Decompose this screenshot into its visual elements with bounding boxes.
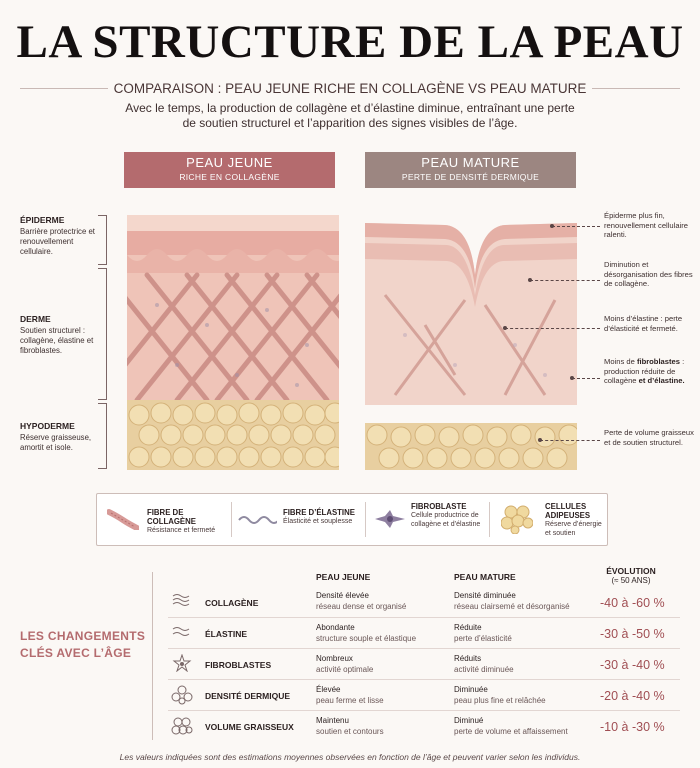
legend-item-collagen xyxy=(147,508,227,535)
cell-mature-main: Densité diminuée xyxy=(454,591,516,600)
note-less-elastin: Moins d’élastine : perte d’élasticité et fermeté. xyxy=(604,314,683,333)
cell-mature-detail: perte de volume et affaissement xyxy=(454,727,568,736)
cell-cluster-icon xyxy=(171,685,193,705)
layer-title: HYPODERME xyxy=(20,421,75,431)
layer-description: Soutien structurel : collagène, élastine et fibroblastes. xyxy=(20,326,94,355)
leader-line xyxy=(505,328,600,329)
legend-description: Élasticité et souplesse xyxy=(283,518,353,525)
layer-title: DERME xyxy=(20,314,51,324)
legend-title: FIBRE DE COLLAGÈNE xyxy=(147,508,196,526)
leader-dot xyxy=(528,278,532,282)
leader-line xyxy=(572,378,600,379)
row-name-collagen: COLLAGÈNE xyxy=(205,598,259,608)
layer-label-epiderme xyxy=(20,215,102,257)
subtitle-text: COMPARAISON : PEAU JEUNE RICHE EN COLLAGÈNE VS PEAU MATURE xyxy=(108,81,593,96)
note-collagen-disorganisation: Diminution et désorganisation des fibres de collagène. xyxy=(604,260,693,288)
header-evolution-sub: (≈ 50 ANS) xyxy=(611,576,651,585)
layer-label-hypoderme xyxy=(20,421,102,453)
row-name-elastin: ÉLASTINE xyxy=(205,629,248,639)
cell-mature-main: Réduits xyxy=(454,654,482,663)
legend-description: Réserve d’énergie et soutien xyxy=(545,521,602,537)
header-evolution-title: ÉVOLUTION xyxy=(606,566,656,576)
cell-young-detail: peau ferme et lisse xyxy=(316,696,384,705)
cell-mature-main: Réduite xyxy=(454,623,482,632)
legend-separator xyxy=(489,502,490,537)
leader-dot xyxy=(538,438,542,442)
mature-skin-subtitle: PERTE DE DENSITÉ DERMIQUE xyxy=(401,172,540,182)
cell-young-main: Densité élevée xyxy=(316,591,369,600)
cell-young-detail: activité optimale xyxy=(316,665,374,674)
legend-title: FIBRE D’ÉLASTINE xyxy=(283,508,355,517)
cell-mature-main: Diminuée xyxy=(454,685,488,694)
row-divider xyxy=(168,617,680,618)
leader-dot xyxy=(503,326,507,330)
legend-item-adipose xyxy=(545,502,605,538)
evolution-value: -30 à -40 % xyxy=(600,658,665,672)
cell-young-main: Abondante xyxy=(316,623,355,632)
note-epiderme-thin: Épiderme plus fin, renouvellement cellulaire ralenti. xyxy=(604,211,688,239)
fibroblast-icon xyxy=(373,508,407,530)
note-bold: fibroblastes xyxy=(636,357,680,366)
cell-mature-detail: réseau clairsemé et désorganisé xyxy=(454,602,570,611)
leader-line xyxy=(552,226,600,227)
fat-cells-icon xyxy=(171,716,193,736)
legend-box xyxy=(96,493,608,546)
legend-description: Résistance et fermeté xyxy=(147,527,216,534)
row-divider xyxy=(168,648,680,649)
young-epidermis-top xyxy=(127,215,339,231)
collagen-fiber-icon xyxy=(107,508,139,530)
row-divider xyxy=(168,679,680,680)
collagen-waves-icon xyxy=(172,593,192,607)
cell-mature-detail: activité diminuée xyxy=(454,665,514,674)
legend-item-elastin xyxy=(283,508,365,526)
row-name-dermal-density: DENSITÉ DERMIQUE xyxy=(205,691,291,701)
hypoderme-bracket xyxy=(98,403,107,469)
young-skin-subtitle: RICHE EN COLLAGÈNE xyxy=(179,172,280,182)
row-name-fat-volume: VOLUME GRAISSEUX xyxy=(205,722,294,732)
elastin-fiber-icon xyxy=(237,512,277,526)
page-subtitle xyxy=(0,81,700,97)
layer-title: ÉPIDERME xyxy=(20,215,65,225)
layer-description: Barrière protectrice et renouvellement cellulaire. xyxy=(20,227,95,256)
elastin-waves-icon xyxy=(172,625,192,639)
page-title: LA STRUCTURE DE LA PEAU xyxy=(16,16,684,68)
legend-description: Cellule productrice de collagène et d’élastine xyxy=(411,512,481,528)
legend-title: FIBROBLASTE xyxy=(411,502,467,511)
legend-item-fibroblast xyxy=(411,502,491,529)
layer-description: Réserve graisseuse, amortit et isole. xyxy=(20,433,92,452)
cell-mature-detail: peau plus fine et relâchée xyxy=(454,696,546,705)
cell-mature-detail: perte d’élasticité xyxy=(454,634,512,643)
cell-young-detail: soutien et contours xyxy=(316,727,384,736)
evolution-value: -30 à -50 % xyxy=(600,627,665,641)
cell-young-detail: structure souple et élastique xyxy=(316,634,417,643)
row-divider xyxy=(168,710,680,711)
cell-young-detail: réseau dense et organisé xyxy=(316,602,407,611)
mature-skin-banner xyxy=(365,152,576,188)
changes-divider xyxy=(152,572,153,740)
legend-title: CELLULES ADIPEUSES xyxy=(545,502,591,520)
evolution-value: -10 à -30 % xyxy=(600,720,665,734)
footnote: Les valeurs indiquées sont des estimations moyennes observées en fonction de l’âge et peuvent varier selon les individus. xyxy=(119,752,581,762)
mature-skin-illustration xyxy=(365,215,577,470)
changes-title: LES CHANGEMENTS CLÉS AVEC L’ÂGE xyxy=(20,629,146,660)
young-skin-banner xyxy=(124,152,335,188)
leader-dot xyxy=(550,224,554,228)
epiderme-bracket xyxy=(98,215,107,265)
cell-young-main: Maintenu xyxy=(316,716,349,725)
note-text: : production réduite de collagène xyxy=(604,357,685,385)
cell-young-main: Élevée xyxy=(316,685,341,694)
layer-label-derme xyxy=(20,314,102,356)
legend-separator xyxy=(231,502,232,537)
fibroblast-star-icon xyxy=(172,654,192,672)
young-skin-title: PEAU JEUNE xyxy=(186,155,273,170)
note-less-fibroblasts xyxy=(604,357,696,386)
note-fat-volume: Perte de volume graisseux et de soutien structurel. xyxy=(604,428,694,447)
adipose-cells-icon xyxy=(501,504,533,534)
intro-text: Avec le temps, la production de collagène et d’élastine diminue, entraînant une perte de soutien structurel et l’apparition des signes visibles de l’âge. xyxy=(125,101,575,130)
leader-dot xyxy=(570,376,574,380)
header-evolution xyxy=(601,566,661,585)
leader-line xyxy=(540,440,600,441)
row-name-fibroblasts: FIBROBLASTES xyxy=(205,660,272,670)
note-text: Moins de xyxy=(604,357,637,366)
legend-separator xyxy=(365,502,366,537)
cell-mature-main: Diminué xyxy=(454,716,484,725)
young-fat-cells xyxy=(129,403,339,467)
evolution-value: -40 à -60 % xyxy=(600,596,665,610)
leader-line xyxy=(530,280,600,281)
note-bold: et d’élastine. xyxy=(638,376,685,385)
cell-young-main: Nombreux xyxy=(316,654,353,663)
derme-bracket xyxy=(98,268,107,400)
header-mature: PEAU MATURE xyxy=(454,572,516,582)
header-young: PEAU JEUNE xyxy=(316,572,371,582)
mature-skin-title: PEAU MATURE xyxy=(421,155,520,170)
evolution-value: -20 à -40 % xyxy=(600,689,665,703)
young-skin-illustration xyxy=(127,215,339,470)
